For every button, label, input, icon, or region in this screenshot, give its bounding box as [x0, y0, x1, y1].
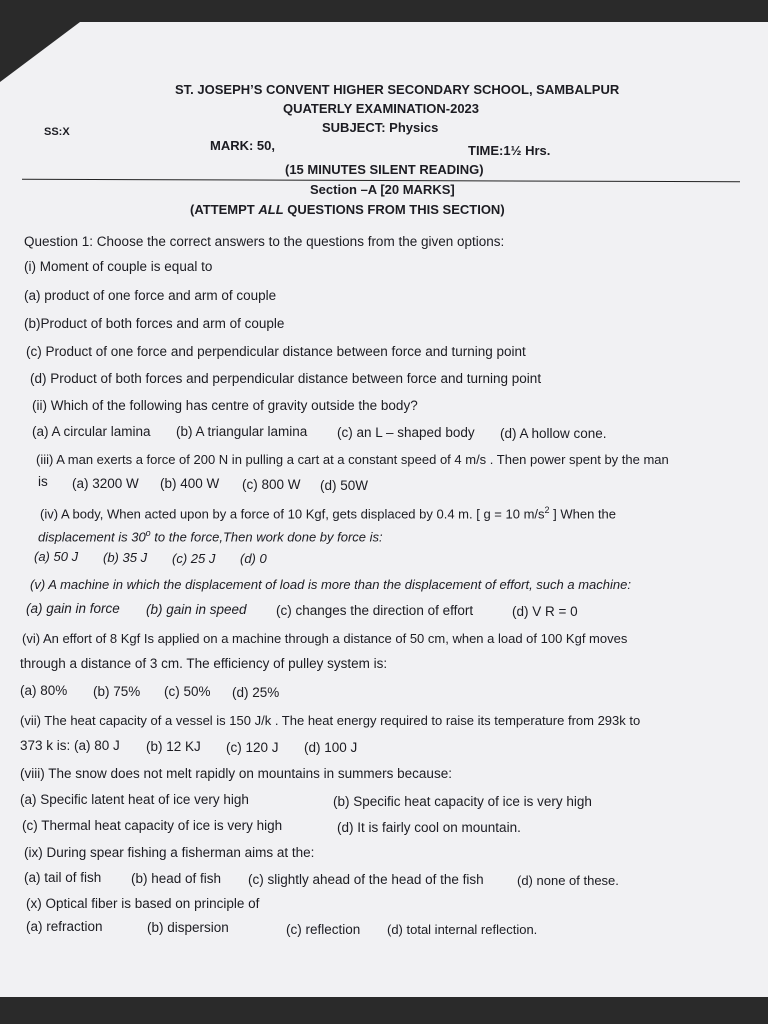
silent-reading: (15 MINUTES SILENT READING) — [285, 162, 484, 177]
q2-text: (ii) Which of the following has centre of gravity outside the body? — [32, 398, 418, 413]
q5-option-d: (d) V R = 0 — [512, 604, 578, 619]
q1-option-d: (d) Product of both forces and perpendicular distance between force and turning point — [30, 371, 542, 386]
school-name: ST. JOSEPH’S CONVENT HIGHER SECONDARY SCHOOL, SAMBALPUR — [175, 82, 620, 97]
q10-option-b: (b) dispersion — [147, 920, 229, 935]
q1-option-b: (b)Product of both forces and arm of couple — [24, 316, 285, 331]
q2-option-b: (b) A triangular lamina — [176, 424, 308, 439]
class-label: SS:X — [44, 126, 70, 138]
q3-option-d: (d) 50W — [320, 478, 369, 493]
q9-option-d: (d) none of these. — [517, 873, 619, 888]
q3-is: is — [38, 474, 48, 489]
q8-option-b: (b) Specific heat capacity of ice is very high — [333, 794, 592, 809]
q9-option-a: (a) tail of fish — [24, 870, 102, 885]
marks: MARK: 50, — [210, 138, 276, 153]
exam-title: QUATERLY EXAMINATION-2023 — [283, 101, 480, 116]
q3-option-b: (b) 400 W — [160, 476, 220, 491]
q10-option-a: (a) refraction — [26, 919, 103, 934]
q5-text: (v) A machine in which the displacement of load is more than the displacement of effort, such a machine: — [30, 577, 631, 592]
section-instruction: (ATTEMPT ALL QUESTIONS FROM THIS SECTION) — [190, 202, 505, 217]
q10-option-c: (c) reflection — [286, 922, 361, 937]
torn-corner — [0, 22, 80, 82]
q8-text: (viii) The snow does not melt rapidly on mountains in summers because: — [20, 766, 452, 781]
q9-option-b: (b) head of fish — [131, 871, 222, 886]
q3-option-c: (c) 800 W — [242, 477, 301, 492]
q1-text: (i) Moment of couple is equal to — [24, 259, 213, 274]
q2-option-c: (c) an L – shaped body — [337, 425, 475, 440]
q10-text: (x) Optical fiber is based on principle of — [26, 896, 260, 911]
time: TIME:1½ Hrs. — [468, 143, 551, 158]
q1-option-a: (a) product of one force and arm of couple — [24, 288, 277, 303]
q5-option-c: (c) changes the direction of effort — [276, 603, 474, 618]
question-heading: Question 1: Choose the correct answers to the questions from the given options: — [24, 234, 505, 249]
q8-option-c: (c) Thermal heat capacity of ice is very high — [22, 818, 283, 833]
q9-text: (ix) During spear fishing a fisherman aims at the: — [24, 845, 315, 860]
q4-line-2: displacement is 30$^o$ to the force,Then work done by force is: — [38, 528, 383, 545]
q6-line-2: through a distance of 3 cm. The efficiency of pulley system is: — [20, 656, 388, 671]
q7-line-2: 373 k is: (a) 80 J — [20, 738, 120, 753]
q1-option-c: (c) Product of one force and perpendicular distance between force and turning point — [26, 344, 526, 359]
q5-option-b: (b) gain in speed — [146, 602, 247, 617]
q7-line-1: (vii) The heat capacity of a vessel is 150 J/k . The heat energy required to raise its temperature from 293k to — [20, 713, 641, 728]
q4-option-d: (d) 0 — [240, 551, 267, 566]
q10-option-d: (d) total internal reflection. — [387, 922, 538, 937]
q3-text: (iii) A man exerts a force of 200 N in pulling a cart at a constant speed of 4 m/s . Then power spent by the man — [36, 452, 669, 467]
q4-option-a: (a) 50 J — [34, 549, 79, 564]
q2-option-a: (a) A circular lamina — [32, 424, 151, 439]
q4-option-b: (b) 35 J — [103, 550, 148, 565]
q2-option-d: (d) A hollow cone. — [500, 426, 607, 441]
q7-option-b: (b) 12 KJ — [146, 739, 201, 754]
section-title: Section –A [20 MARKS] — [310, 182, 455, 197]
q6-line-1: (vi) An effort of 8 Kgf Is applied on a machine through a distance of 50 cm, when a load of 100 Kgf moves — [22, 631, 628, 646]
q8-option-d: (d) It is fairly cool on mountain. — [337, 820, 521, 835]
q6-option-d: (d) 25% — [232, 685, 280, 700]
exam-paper — [0, 22, 768, 997]
q7-option-c: (c) 120 J — [226, 740, 279, 755]
q4-option-c: (c) 25 J — [172, 551, 216, 566]
q7-option-d: (d) 100 J — [304, 740, 358, 755]
q4-line-1: (iv) A body, When acted upon by a force of 10 Kgf, gets displaced by 0.4 m. [ g = 10 $m/s^2$ ] When the — [40, 505, 617, 522]
q9-option-c: (c) slightly ahead of the head of the fish — [248, 872, 484, 887]
q3-option-a: (a) 3200 W — [72, 476, 139, 491]
q8-option-a: (a) Specific latent heat of ice very high — [20, 792, 249, 807]
q6-option-c: (c) 50% — [164, 684, 211, 699]
q6-option-a: (a) 80% — [20, 683, 68, 698]
subject: SUBJECT: Physics — [322, 120, 439, 135]
q5-option-a: (a) gain in force — [26, 601, 120, 616]
q6-option-b: (b) 75% — [93, 684, 141, 699]
